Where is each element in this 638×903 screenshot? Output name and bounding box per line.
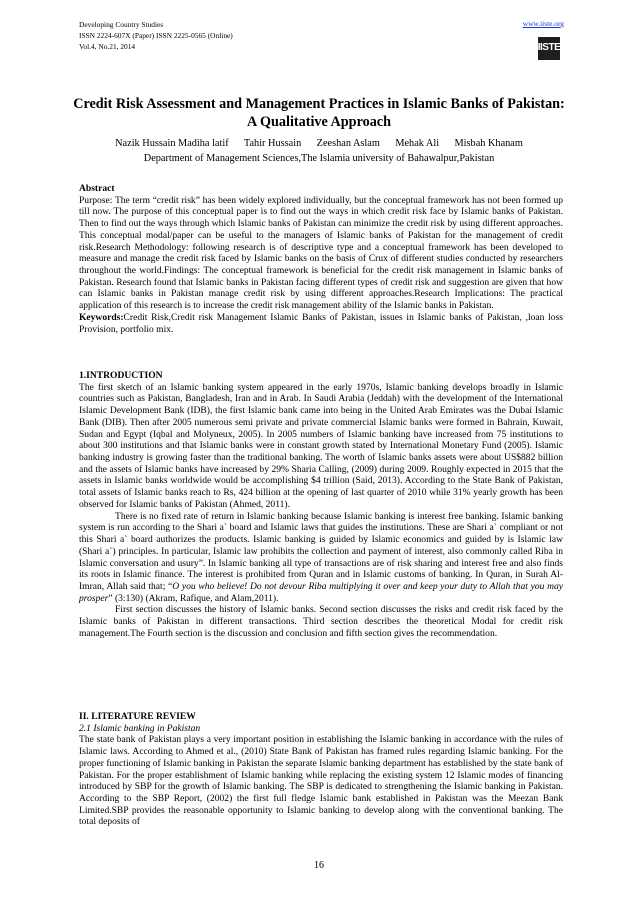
intro-paragraph-3	[79, 604, 563, 639]
literature-review-heading: II. LITERATURE REVIEW	[79, 711, 196, 722]
keywords-label: Keywords:	[79, 311, 124, 323]
literature-subheading: 2.1 Islamic banking in Pakistan	[79, 722, 201, 734]
literature-paragraph-1: The state bank of Pakistan plays a very important position in establishing the Islamic banking in accordance with the rules of Islamic laws. According to Ahmed et al., (2010) State Bank of Pakistan has framed rules regarding Islamic banking. For the proper functioning of Islamic banking in Pakistan the separate Islamic banking department has established by the state bank of Pakistan. For the proper establishment of Islamic banking while replacing the existing system 12 Islamic modes of financing introduced by SBP for the growth of Islamic banking. The SBP is dedicated to strengthening the Islamic banking in Pakistan. According to the SBP Report, (2002) the first full fledge Islamic bank established in Pakistan was the Meezan Bank Limited.SBP provides the reasonable opportunity to Islamic banking to develop along with the conventional banking. The total deposits of	[79, 734, 563, 828]
introduction-section	[79, 370, 563, 640]
journal-name: Developing Country Studies	[79, 20, 164, 29]
intro-paragraph-1: The first sketch of an Islamic banking system appeared in the early 1970s, Islamic banking develops broadly in Islamic countries such as Pakistan, Bangladesh, Iran and in Arab. In Saudi Arabia (Jeddah) with the development of the International Islamic Development Bank (IDB), the first Islamic bank came into being in the United Arab Emirates was the Dubai Islamic Bank (DIB). Then after 2005 numerous semi private and private commercial Islamic banks were formed in Bahrain, Kuwait, Sudan and Egypt (Iqbal and Molyneux, 2005). In 2005 numbers of Islamic banking have increased from 75 institutions to about 300 institutions and that Islamic banks were in constant growth stated by International Monetary Fund (2005). Islamic banking industry is growing faster than the traditional banking. The worth of Islamic banks assets were about US$882 billion and the assets of Islamic banks have increased by 29% Sharia Calling, (2009) during 2009. Roughly expected in 2015 that the assets in Islamic banks worldwide would be accomplishing $4 trillion (Said, 2013). According to the State Bank of Pakistan, total assets of Islamic banks reach to Rs, 424 billion at the opening of last quarter of 2010 while 31% yearly growth has been observed for Islamic banks of Pakistan (Ahmed, 2011).	[79, 381, 563, 510]
introduction-heading: 1.INTRODUCTION	[79, 370, 163, 381]
intro-p2-citation: ” (3:130) (Akram, Rafique, and Alam,2011).	[108, 592, 279, 604]
keywords-line	[79, 312, 563, 335]
author-affiliation: Department of Management Sciences,The Islamia university of Bahawalpur,Pakistan	[143, 153, 495, 164]
abstract-heading: Abstract	[79, 183, 115, 194]
journal-issn: ISSN 2224-607X (Paper) ISSN 2225-0565 (Online)	[79, 31, 233, 40]
logo-text: IISTE	[537, 42, 561, 53]
author-list: Nazik Hussain Madiha latif Tahir Hussain Zeeshan Aslam Mehak Ali Misbah Khanam	[115, 138, 523, 149]
intro-paragraph-2	[79, 511, 563, 605]
intro-p2-text: There is no fixed rate of return in Islamic banking because Islamic banking is interest free banking. Islamic banking system is run according to the Shari a` board and Islamic laws that guides the institutions. These are Shari a` compliant or not this Shari a` board authorizes the products. Islamic banking is guided by Islamic economics and guided by is Islamic law (Shari a`) principles. In particular, Islamic law prohibits the collection and payment of interest, also commonly called Riba in Islamic conversation and usury”. In Islamic banking all type of transactions are of risk sharing and interest free and also finds its roots in Islamic finance. The interest is prohibited from Quran and in Islamic customs of banking. In Quran, in Surah Al-Imran, Allah said that; “	[79, 510, 563, 592]
literature-review-section	[79, 711, 563, 828]
iiste-logo	[535, 33, 563, 63]
journal-volume: Vol.4, No.21, 2014	[79, 42, 136, 51]
quran-quote: O you who believe! Do not devour Riba multiplying it over and keep your duty to Allah that you may prosper	[79, 580, 563, 604]
abstract-section	[79, 183, 563, 335]
abstract-body: Purpose: The term “credit risk” has been widely explored individually, but the conceptual framework has not been formed up till now. The purpose of this conceptual paper is to find out the ways in which credit risk face by Islamic banks of Pakistan. Then to find out the ways through which Islamic banks of Pakistan can minimize the credit risk by using different approaches. This conceptual modal/paper can be useful to the managers of Islamic banks of Pakistan for the management of credit risk.Research Methodology: following research is of descriptive type and a conceptual framework has been developed to measure and manage the credit risk faced by Islamic banks on the basis of Crux of different studies conducted by researchers throughout the world.Findings: The conceptual framework is beneficial for the credit risk management in Islamic banks of Pakistan. Research found that Islamic banks in Pakistan facing different types of credit risk and suggestion are given that how can Islamic banks in Pakistan manage credit risk by using different approaches.Research Implications: The practical application of this research is to increase the credit risk management ability of the Islamic banks in Pakistan.	[79, 194, 563, 312]
page-number: 16	[314, 860, 324, 871]
journal-header	[79, 19, 233, 52]
paper-title: Credit Risk Assessment and Management Practices in Islamic Banks of Pakistan: A Qualitative Approach	[73, 96, 565, 130]
journal-website-link[interactable]: www.iiste.org	[522, 19, 564, 28]
keywords-text: Credit Risk,Credit risk Management Islamic Banks of Pakistan, issues in Islamic banks of Pakistan, ,loan loss Provision, portfolio mix.	[79, 311, 563, 335]
intro-p3-text: First section discusses the history of Islamic banks. Second section discusses the risks and credit risk faced by the Islamic banks of Pakistan in different transactions. Third section describes the theoretical Modal for credit risk management.The Fourth section is the discussion and conclusion and fifth section gives the recommendation.	[79, 604, 563, 639]
